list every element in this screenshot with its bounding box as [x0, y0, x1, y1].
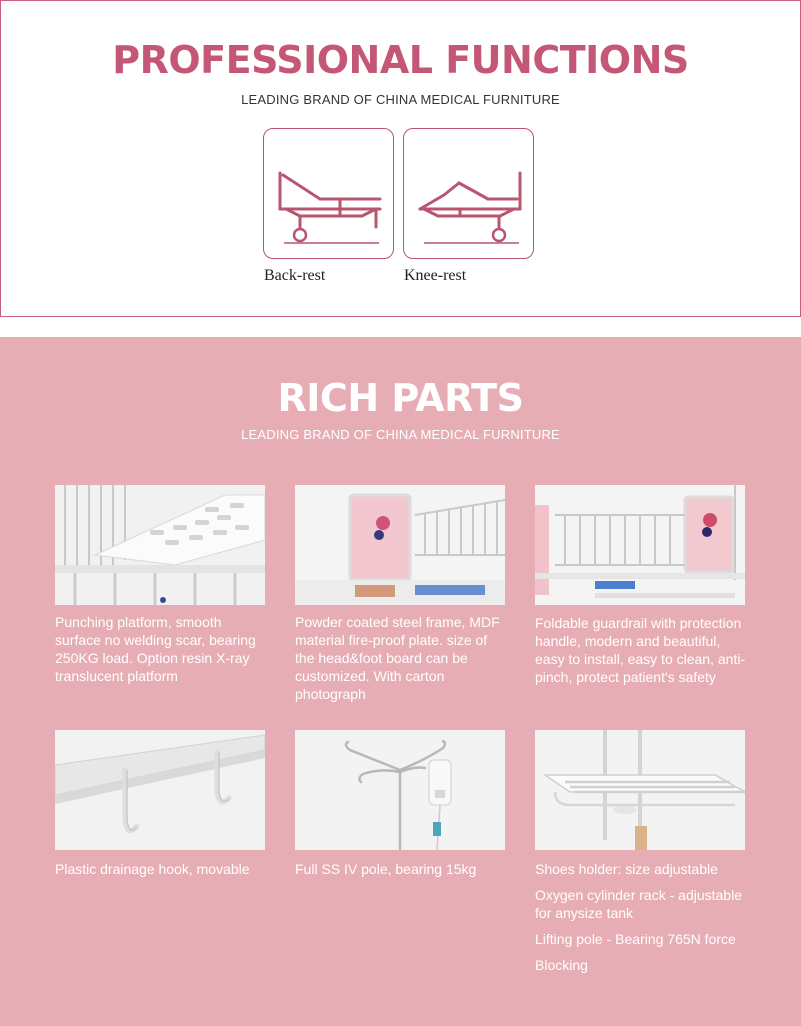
foldable-guardrail-photo [535, 485, 745, 605]
punching-platform-text: Punching platform, smooth surface no welding scar, bearing 250KG load. Option resin X-ray translucent platform [55, 614, 256, 684]
head-foot-board-text: Powder coated steel frame, MDF material fire-proof plate. size of the head&foot board can be customized. With carton photograph [295, 614, 500, 702]
iv-pole-text: Full SS IV pole, bearing 15kg [295, 861, 477, 877]
punching-platform-description [55, 613, 270, 693]
blocking-text: Blocking [535, 957, 588, 973]
knee-rest-label: Knee-rest [404, 267, 467, 284]
shoes-holder-description [535, 860, 750, 982]
head-foot-board-photo [295, 485, 505, 605]
back-rest-label: Back-rest [264, 267, 326, 284]
shoes-holder-photo [535, 730, 745, 850]
rich-parts-title: RICH PARTS [277, 376, 524, 420]
knee-rest-bed-icon [403, 128, 534, 259]
professional-functions-title: PROFESSIONAL FUNCTIONS [112, 38, 689, 82]
rich-parts-subtitle: LEADING BRAND OF CHINA MEDICAL FURNITURE [241, 427, 560, 442]
punching-platform-photo [55, 485, 265, 605]
head-foot-board-description [295, 613, 510, 711]
lifting-pole-text: Lifting pole - Bearing 765N force [535, 931, 736, 947]
foldable-guardrail-description [535, 614, 750, 694]
shoes-holder-text: Shoes holder: size adjustable [535, 861, 718, 877]
iv-pole-description [295, 860, 510, 886]
drainage-hook-text: Plastic drainage hook, movable [55, 861, 250, 877]
foldable-guardrail-text: Foldable guardrail with protection handle, modern and beautiful, easy to install, easy to clean, anti-pinch, protect patient's safety [535, 615, 746, 685]
iv-pole-photo [295, 730, 505, 850]
oxygen-cylinder-rack-text: Oxygen cylinder rack - adjustable for anysize tank [535, 887, 742, 921]
back-rest-bed-icon [263, 128, 394, 259]
drainage-hook-description [55, 860, 270, 886]
professional-functions-subtitle: LEADING BRAND OF CHINA MEDICAL FURNITURE [241, 92, 560, 107]
drainage-hook-photo [55, 730, 265, 850]
